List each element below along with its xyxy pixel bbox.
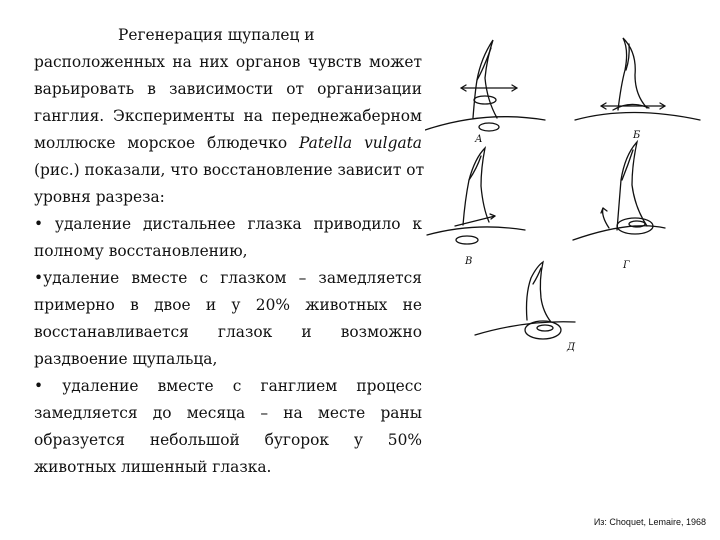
- text-line-14: • удаление вместе с ганглием процесс: [34, 377, 422, 395]
- text-line-2: расположенных на них органов чувств может: [34, 53, 422, 71]
- text-line-8: • удаление дистальнее глазка приводило к: [34, 215, 422, 233]
- text-line-17: животных лишенный глазка.: [34, 458, 272, 476]
- text-line-1: Регенерация щупалец и: [118, 26, 315, 44]
- figure-source: Из: Choquet, Lemaire, 1968: [593, 517, 706, 527]
- tentacle-regeneration-figure: [425, 30, 715, 360]
- panel-a: [425, 40, 545, 131]
- panel-d: [475, 262, 575, 339]
- text-line-16: образуется небольшой бугорок у 50%: [34, 431, 422, 449]
- text-line-7: уровня разреза:: [34, 188, 165, 206]
- main-text: [34, 22, 425, 481]
- text-line-12: восстанавливается глазок и возможно: [34, 323, 422, 341]
- species-name: Patella vulgata: [299, 134, 422, 152]
- figure-drawing: [425, 30, 715, 360]
- panel-b: [575, 38, 700, 120]
- text-line-15: замедляется до месяца – на месте раны: [34, 404, 422, 422]
- text-line-11: примерно в двое и у 20% животных не: [34, 296, 422, 314]
- label-g: Г: [623, 260, 630, 271]
- label-v: В: [465, 256, 473, 267]
- text-line-3: варьировать в зависимости от организации: [34, 80, 422, 98]
- panel-g: [573, 142, 665, 240]
- label-a: А: [475, 134, 483, 145]
- text-line-9: полному восстановлению,: [34, 242, 248, 260]
- label-b: Б: [633, 130, 641, 141]
- text-line-6: (рис.) показали, что восстановление зависит от: [34, 161, 425, 179]
- text-line-10: •удаление вместе с глазком – замедляется: [34, 269, 422, 287]
- panel-v: [427, 148, 525, 244]
- label-d: Д: [567, 342, 576, 353]
- text-line-13: раздвоение щупальца,: [34, 350, 218, 368]
- text-line-4: ганглия. Эксперименты на переднежаберном: [34, 107, 422, 125]
- text-line-5: моллюске морское блюдечко Patella vulgata: [34, 134, 422, 152]
